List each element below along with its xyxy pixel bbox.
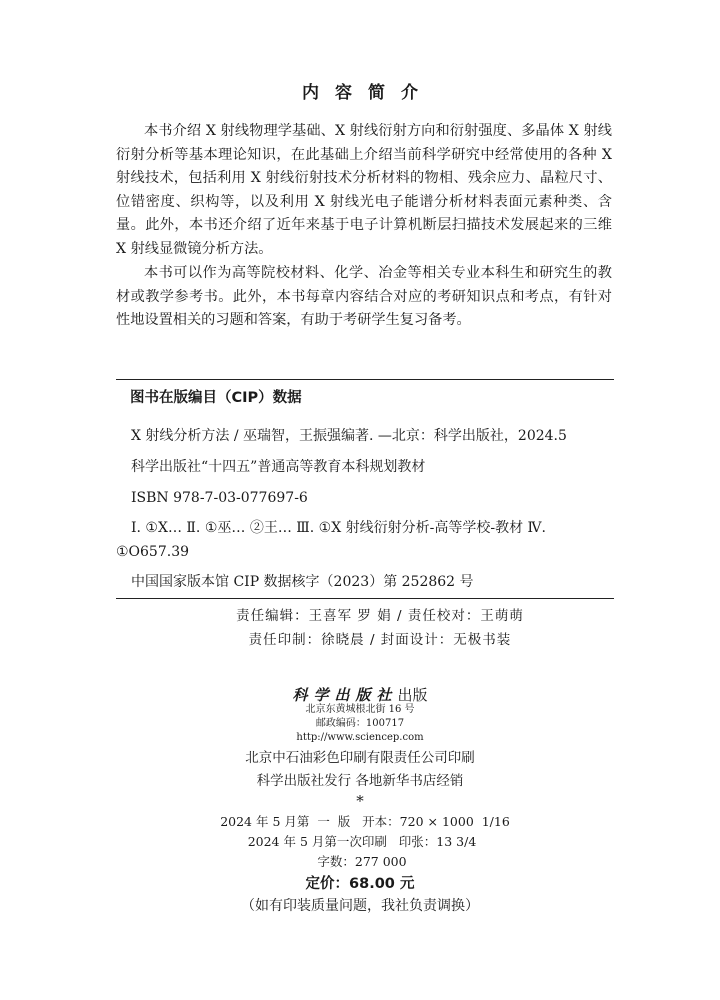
cip-series-line: 科学出版社“十四五”普通高等教育本科规划教材	[131, 459, 426, 475]
printer-line: 北京中石油彩色印刷有限责任公司印刷	[245, 750, 475, 766]
word-count: 字数：277 000	[317, 854, 407, 869]
cip-record-number: 中国国家版本馆 CIP 数据核字（2023）第 252862 号	[131, 574, 474, 590]
publisher-address: 北京东黄城根北街 16 号	[305, 704, 415, 715]
separator-asterisk: *	[356, 792, 364, 810]
intro-paragraph-2: 本书可以作为高等院校材料、化学、冶金等相关专业本科生和研究生的教材或教学参考书。此外，本书每章内容结合对应的考研知识点和考点，有针对性地设置相关的习题和答案，有助于考研学生复习备考。	[116, 265, 612, 329]
cip-heading: 图书在版编目（CIP）数据	[130, 390, 302, 406]
intro-paragraph-1: 本书介绍 X 射线物理学基础、X 射线衍射方向和衍射强度、多晶体 X 射线衍射分析等基本理论知识，在此基础上介绍当前科学研究中经常使用的各种 X 射线技术，包括利用 X 射线衍射技术分析材料的物相、残余应力、晶粒尺寸、位错密度、织构等，以及利用 X 射线光电子能谱分析材料表面元素种类、含量。此外，本书还介绍了近年来基于电子计算机断层扫描技术发展起来的三维 X 射线显微镜分析方法。	[116, 123, 612, 257]
cip-bottom-rule	[116, 598, 614, 599]
publisher-logo: 科学出版社	[292, 686, 398, 704]
distribution-line: 科学出版社发行 各地新华书店经销	[256, 773, 464, 789]
page-title: 内容简介	[302, 83, 434, 103]
publisher-url: http://www.sciencep.com	[296, 732, 424, 743]
production-credits: 责任印制：徐晓晨 / 封面设计：无极书装	[248, 632, 512, 648]
publisher-line	[0, 684, 720, 705]
cip-isbn-line: ISBN 978-7-03-077697-6	[131, 490, 308, 506]
editor-credits: 责任编辑：王喜军 罗 娟 / 责任校对：王萌萌	[236, 608, 524, 624]
cip-classification-line: Ⅰ. ①X… Ⅱ. ①巫… ②王… Ⅲ. ①X 射线衍射分析-高等学校-教材 Ⅳ. ①O657.39	[116, 520, 546, 560]
publisher-postcode: 邮政编码：100717	[315, 718, 405, 729]
edition-line: 2024 年 5 月第 一 版 开本：720 × 1000 1/16	[220, 814, 510, 829]
quality-notice: （如有印装质量问题，我社负责调换）	[241, 898, 479, 914]
cip-bibliographic-line: X 射线分析方法 / 巫瑞智，王振强编著. —北京：科学出版社，2024.5	[131, 428, 567, 444]
publisher-suffix: 出版	[397, 686, 428, 704]
impression-line: 2024 年 5 月第一次印刷 印张：13 3/4	[247, 834, 477, 849]
cip-top-rule	[116, 379, 614, 380]
price-label: 定价：68.00 元	[305, 876, 415, 892]
